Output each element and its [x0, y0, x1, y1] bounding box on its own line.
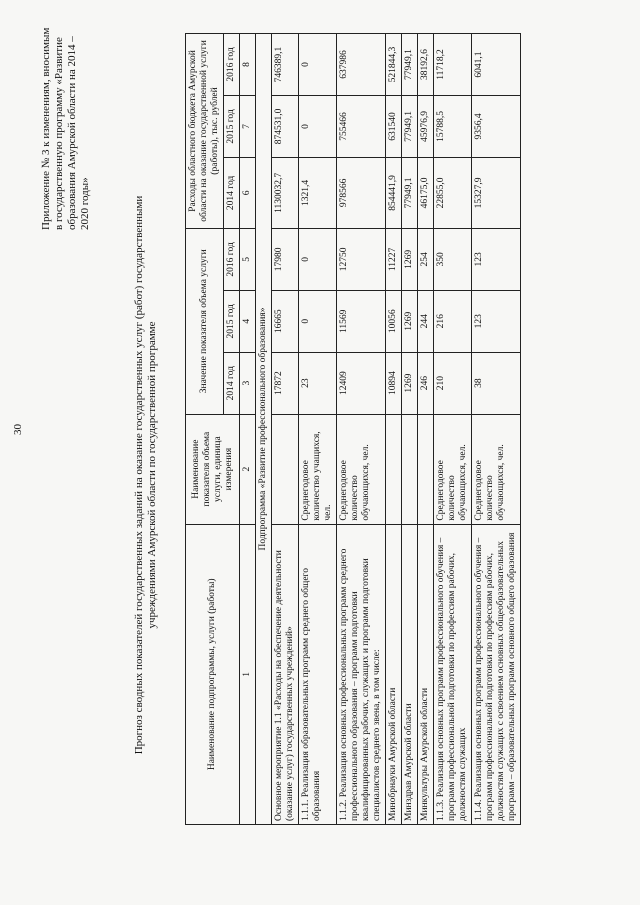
expense-2016: 637986: [337, 34, 386, 96]
volume-2014: 246: [418, 352, 434, 414]
volume-2015: 244: [418, 290, 434, 352]
volume-2015: 11569: [337, 290, 386, 352]
expense-2015: 9356,4: [472, 95, 521, 157]
forecast-table: [185, 33, 521, 825]
volume-2014: 23: [299, 352, 337, 414]
expense-2015: 45976,9: [418, 95, 434, 157]
subprogram-row: [256, 34, 272, 825]
expense-2014: 854441,9: [386, 157, 402, 228]
volume-2016: 350: [434, 228, 472, 290]
expense-2016: 6041,1: [472, 34, 521, 96]
header-year-2015: 2015 год: [224, 290, 240, 352]
table-row: [299, 34, 337, 825]
volume-2015: 0: [299, 290, 337, 352]
header-year-2014: 2014 год: [224, 352, 240, 414]
expense-2016: 77949,1: [402, 34, 418, 96]
volume-2014: 17872: [272, 352, 299, 414]
header-expenses-group: Расходы областного бюджета Амурской области на оказание государственной услуги (работы), тыс. рублей: [186, 34, 224, 229]
table-row: [272, 34, 299, 825]
expense-2016: 521844,3: [386, 34, 402, 96]
page-number: 30: [12, 424, 24, 435]
document-title: Прогноз сводных показателей государственных заданий на оказание государственных услуг (работ) государственными учреждениями Амурской области по государственной программе: [133, 195, 158, 755]
volume-2014: 1269: [402, 352, 418, 414]
column-number: 2: [240, 414, 256, 524]
volume-2016: 1269: [402, 228, 418, 290]
indicator-unit: Среднегодовое количество обучающихся, чел.: [472, 414, 521, 524]
column-number: 7: [240, 95, 256, 157]
header-year-2015: 2015 год: [224, 95, 240, 157]
table-row: [472, 34, 521, 825]
service-name: 1.1.1. Реализация образовательных программ среднего общего образования: [299, 524, 337, 824]
expense-2014: 46175,0: [418, 157, 434, 228]
expense-2016: 11718,2: [434, 34, 472, 96]
indicator-unit: [418, 414, 434, 524]
column-number: 6: [240, 157, 256, 228]
column-number: 4: [240, 290, 256, 352]
volume-2014: 38: [472, 352, 521, 414]
volume-2015: 1269: [402, 290, 418, 352]
volume-2016: 11227: [386, 228, 402, 290]
table-row: [386, 34, 402, 825]
expense-2015: 77949,1: [402, 95, 418, 157]
indicator-unit: Среднегодовое количество обучающихся, чел.: [434, 414, 472, 524]
service-name: Основное мероприятие 1.1 «Расходы на обеспечение деятельности (оказание услуг) государственных учреждений»: [272, 524, 299, 824]
expense-2015: 15788,5: [434, 95, 472, 157]
expense-2015: 755466: [337, 95, 386, 157]
expense-2015: 631540: [386, 95, 402, 157]
expense-2016: 0: [299, 34, 337, 96]
table-row: [418, 34, 434, 825]
column-number: 5: [240, 228, 256, 290]
volume-2016: 254: [418, 228, 434, 290]
volume-2015: 16665: [272, 290, 299, 352]
table-row: [402, 34, 418, 825]
header-indicator: Наименование показателя объема услуги, единица измерения: [186, 414, 240, 524]
header-row-1: [186, 34, 224, 825]
expense-2016: 746389,1: [272, 34, 299, 96]
volume-2016: 17980: [272, 228, 299, 290]
header-service-name: Наименование подпрограммы, услуги (работы): [186, 524, 240, 824]
expense-2015: 874531,0: [272, 95, 299, 157]
expense-2016: 38192,6: [418, 34, 434, 96]
indicator-unit: Среднегодовое количество учащихся, чел.: [299, 414, 337, 524]
expense-2015: 0: [299, 95, 337, 157]
expense-2014: 1130032,7: [272, 157, 299, 228]
service-name: 1.1.2. Реализация основных профессиональных программ среднего профессионального образования – программ подготовки квалифицированных рабочих, служащих и программ подготовки специалистов среднего звена, в том числе:: [337, 524, 386, 824]
header-volume-group: Значение показателя объема услуги: [186, 228, 224, 414]
appendix-note: Приложение № 3 к изменениям, вносимым в государственную программу «Развитие образования Амурской области на 2014 – 2020 годы»: [40, 27, 91, 230]
volume-2016: 0: [299, 228, 337, 290]
volume-2015: 216: [434, 290, 472, 352]
service-name: 1.1.4. Реализация основных программ профессионального обучения – программ профессиональной подготовки по профессиям рабочих, должностям служащих с освоением основных общеобразовательных программ – образовательных программ основного общего образования: [472, 524, 521, 824]
volume-2016: 123: [472, 228, 521, 290]
header-year-2016: 2016 год: [224, 228, 240, 290]
subprogram-title: Подпрограмма «Развитие профессионального образования»: [256, 34, 272, 825]
volume-2014: 12409: [337, 352, 386, 414]
indicator-unit: [386, 414, 402, 524]
volume-2015: 123: [472, 290, 521, 352]
indicator-unit: [272, 414, 299, 524]
column-number: 3: [240, 352, 256, 414]
indicator-unit: Среднегодовое количество обучающихся, чел.: [337, 414, 386, 524]
expense-2014: 77949,1: [402, 157, 418, 228]
table-row: [434, 34, 472, 825]
expense-2014: 1321,4: [299, 157, 337, 228]
volume-2014: 10894: [386, 352, 402, 414]
column-number: 8: [240, 34, 256, 96]
volume-2015: 10056: [386, 290, 402, 352]
expense-2014: 978566: [337, 157, 386, 228]
service-name: Минздрав Амурской области: [402, 524, 418, 824]
service-name: Минобрнауки Амурской области: [386, 524, 402, 824]
table-row: [337, 34, 386, 825]
indicator-unit: [402, 414, 418, 524]
header-year-2014: 2014 год: [224, 157, 240, 228]
expense-2014: 22855,0: [434, 157, 472, 228]
column-number-row: [240, 34, 256, 825]
column-number: 1: [240, 524, 256, 824]
volume-2014: 210: [434, 352, 472, 414]
service-name: 1.1.3. Реализация основных программ профессионального обучения – программ профессиональной подготовки по профессиям рабочих, должностям служащих: [434, 524, 472, 824]
volume-2016: 12750: [337, 228, 386, 290]
header-year-2016: 2016 год: [224, 34, 240, 96]
service-name: Минкультуры Амурской области: [418, 524, 434, 824]
expense-2014: 15327,9: [472, 157, 521, 228]
